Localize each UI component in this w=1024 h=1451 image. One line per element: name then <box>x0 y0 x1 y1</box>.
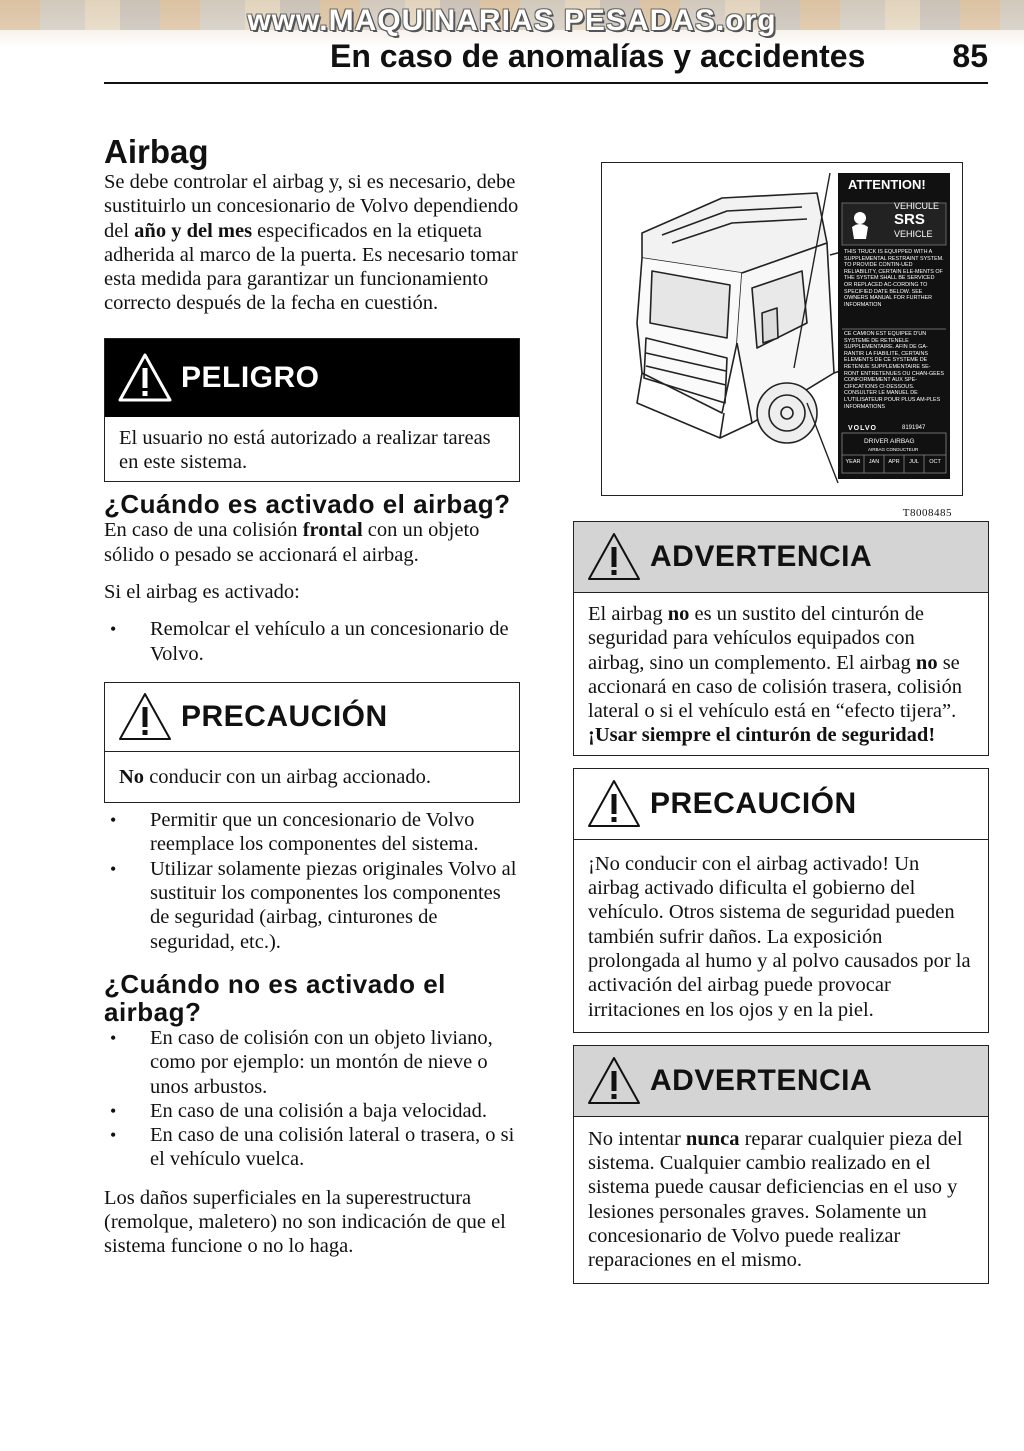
advertencia-text-2: No intentar nunca reparar cualquier pieza del sistema. Cualquier cambio realizado en el sistema puede causar deficiencias en el uso y lesiones personales graves. Solamente un concesionario de Volvo puede realizar reparaciones en el mismo. <box>588 1127 963 1272</box>
advertencia-box-2 <box>573 1045 989 1284</box>
list-item: • Utilizar solamente piezas originales Volvo al sustituir los componentes los componentes de seguridad (airbag, cinturones de seguridad, etc.). <box>104 857 520 954</box>
precaucion-header-right <box>574 769 988 840</box>
warning-triangle-icon <box>586 778 642 830</box>
precaucion-text-right: ¡No conducir con el airbag activado! Un airbag activado dificulta el gobierno del vehículo. Otros sistema de seguridad pueden también sufrir daños. La exposición prolongada al humo y al polvo causados por la activación del airbag puede provocar irritaciones en los ojos y en la piel. <box>588 852 971 1021</box>
advertencia-text-1: El airbag no es un sustito del cinturón de seguridad para vehículos equipados con airbag, sino un complemento. El airbag no se accionará en caso de colisión trasera, colisión lateral o si el vehículo está en “efecto tijera”. ¡Usar siempre el cinturón de seguridad! <box>588 603 962 747</box>
label-french-text: CE CAMION EST EQUIPEE D'UN SYSTEME DE RETENELE SUPPLEMENTAIRE. AFIN DE GA-RANTIR LA FIABILITE, CERTAINS ELEMENTS DE CE SYSTEME DE RETENUE SUPPLEMENTAIRE SE-RONT ENTRETENUES OU CHAN-GEES CONFORMEMENT AUX SPE-CIFICATIONS CI-DESSOUS. CONSULTER LE MANUEL DE L'UTILISATEUR POUR PLUS AM-PLES INFORMATIONS <box>844 331 944 410</box>
label-driver-airbag-fr: AIRBAG CONDUCTEUR <box>868 447 919 452</box>
section-heading-airbag: Airbag <box>104 133 209 170</box>
warning-triangle-icon <box>586 531 642 583</box>
peligro-box <box>104 338 520 483</box>
peligro-label: PELIGRO <box>181 360 320 394</box>
heading-when-not-activated: ¿Cuándo no es activado el airbag? <box>104 968 446 1027</box>
label-srs: SRS <box>894 211 925 228</box>
left-column <box>104 134 520 1259</box>
label-brand: VOLVO <box>848 425 877 432</box>
figure-caption: T8008485 <box>902 507 952 519</box>
page-header-title: En caso de anomalías y accidentes <box>330 38 866 74</box>
bullet-list-2 <box>104 808 520 954</box>
bullet-list-1 <box>104 617 520 666</box>
closing-paragraph: Los daños superficiales en la superestructura (remolque, maletero) no son indicación de que el sistema funcione o no lo haga. <box>104 1186 506 1258</box>
truck-airbag-label-figure <box>601 162 963 496</box>
peligro-text: El usuario no está autorizado a realizar tareas en este sistema. <box>119 426 491 474</box>
warning-triangle-icon <box>117 691 173 743</box>
precaucion-label-right: PRECAUCIÓN <box>650 786 857 820</box>
bullet-list-3 <box>104 1026 520 1172</box>
if-activated-text: Si el airbag es activado: <box>104 580 300 603</box>
label-attention: ATTENTION! <box>848 177 926 192</box>
advertencia-header-2 <box>574 1046 988 1117</box>
label-part-number: 8191947 <box>902 425 926 431</box>
label-driver-airbag: DRIVER AIRBAG <box>864 438 915 445</box>
advertencia-label-2: ADVERTENCIA <box>650 1063 873 1097</box>
warning-triangle-icon <box>117 352 173 404</box>
label-vehicle: VEHICLE <box>894 229 933 239</box>
header-rule <box>104 82 988 84</box>
list-item: • Remolcar el vehículo a un concesionario de Volvo. <box>104 617 520 666</box>
precaucion-header-left <box>105 683 519 752</box>
precaucion-box-right <box>573 768 989 1033</box>
label-english-text: THIS TRUCK IS EQUIPPED WITH A SUPPLEMENTAL RESTRAINT SYSTEM. TO PROVIDE CONTIN-UED RELIABILITY, CERTAIN ELE-MENTS OF THE SYSTEM SHALL BE SERVICED OR REPLACED AC-CORDING TO SPECIFIED DATE BELOW. SEE OWNERS MANUAL FOR FURTHER INFORMATION <box>844 249 944 308</box>
label-months: YEAR JAN APR JUL OCT <box>845 459 941 465</box>
list-item: • En caso de una colisión lateral o trasera, o si el vehículo vuelca. <box>104 1123 520 1172</box>
advertencia-box-1 <box>573 521 989 756</box>
precaucion-box-left <box>104 682 520 803</box>
precaucion-label-left: PRECAUCIÓN <box>181 699 388 733</box>
right-column <box>573 162 989 1284</box>
intro-paragraph: Se debe controlar el airbag y, si es necesario, debe sustituirlo un concesionario de Volvo dependiendo del año y del mes especificados en la etiqueta adherida al marco de la puerta. Es necesario tomar esta medida para garantizar un funcionamiento correcto después de la fecha en cuestión. <box>104 171 519 315</box>
peligro-header <box>105 339 519 417</box>
banner-site-name: www.MAQUINARIAS PESADAS.org <box>247 4 777 37</box>
advertencia-header-1 <box>574 522 988 593</box>
advertencia-label-1: ADVERTENCIA <box>650 540 873 573</box>
label-vehicule: VEHICULE <box>894 201 940 211</box>
list-item: • Permitir que un concesionario de Volvo reemplace los componentes del sistema. <box>104 808 520 857</box>
activated-paragraph: En caso de una colisión frontal con un objeto sólido o pesado se accionará el airbag. <box>104 519 480 566</box>
page-number: 85 <box>952 38 988 74</box>
list-item: • En caso de colisión con un objeto liviano, como por ejemplo: un montón de nieve o unos arbustos. <box>104 1026 520 1099</box>
warning-triangle-icon <box>586 1055 642 1107</box>
precaucion-text-left: No conducir con un airbag accionado. <box>119 765 431 788</box>
list-item: • En caso de una colisión a baja velocidad. <box>104 1099 520 1123</box>
heading-when-activated: ¿Cuándo es activado el airbag? <box>104 489 511 520</box>
